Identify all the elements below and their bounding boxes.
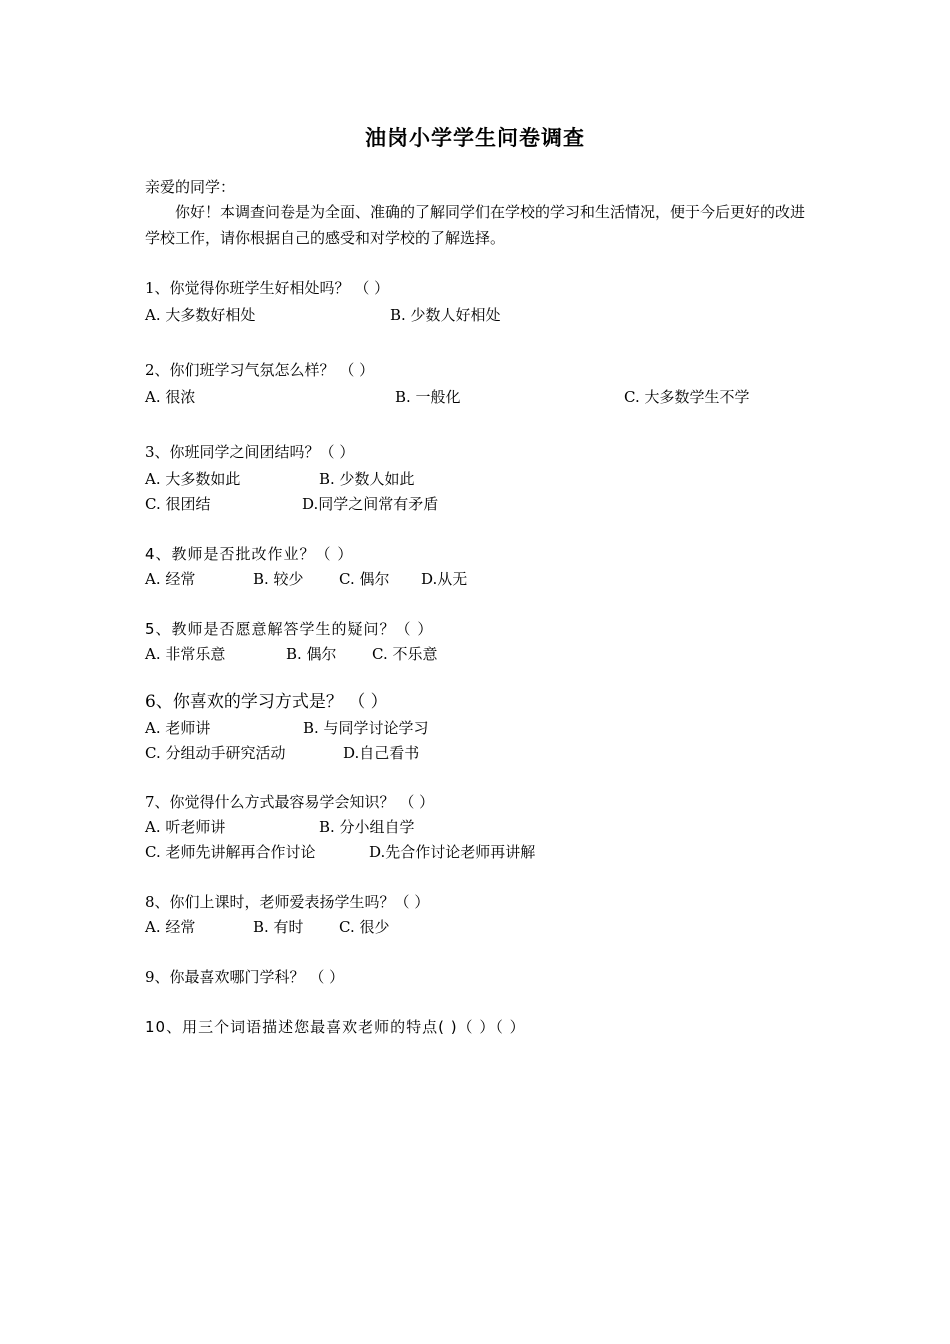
q2-option-b: B. 一般化 bbox=[395, 388, 461, 406]
q3-option-c: C. 很团结 bbox=[145, 495, 211, 513]
q5-option-b: B. 偶尔 bbox=[286, 645, 337, 663]
question-9: 9、你最喜欢哪门学科？ （ ） bbox=[145, 968, 345, 986]
q1-option-a: A. 大多数好相处 bbox=[145, 306, 256, 324]
q6-option-c: C. 分组动手研究活动 bbox=[145, 744, 286, 762]
q6-option-a: A. 老师讲 bbox=[145, 719, 211, 737]
q8-option-c: C. 很少 bbox=[339, 918, 390, 936]
page-title: 油岗小学学生问卷调查 bbox=[365, 125, 585, 150]
question-7: 7、你觉得什么方式最容易学会知识？ （ ） bbox=[145, 793, 435, 811]
q8-option-b: B. 有时 bbox=[253, 918, 304, 936]
q3-option-d: D.同学之间常有矛盾 bbox=[302, 495, 439, 513]
question-1: 1、你觉得你班学生好相处吗？ （ ） bbox=[145, 279, 390, 297]
q3-option-a: A. 大多数如此 bbox=[145, 470, 241, 488]
q3-option-b: B. 少数人如此 bbox=[319, 470, 415, 488]
q7-option-c: C. 老师先讲解再合作讨论 bbox=[145, 843, 316, 861]
q4-option-b: B. 较少 bbox=[253, 570, 304, 588]
q5-option-c: C. 不乐意 bbox=[372, 645, 438, 663]
question-10: 10、用三个词语描述您最喜欢老师的特点( )（ ）（ ） bbox=[145, 1018, 526, 1036]
question-6: 6、你喜欢的学习方式是？ （ ） bbox=[145, 692, 388, 712]
intro-paragraph: 你好！本调查问卷是为全面、准确的了解同学们在学校的学习和生活情况，便于今后更好的改进学校工作，请你根据自己的感受和对学校的了解选择。 bbox=[145, 203, 806, 247]
q4-option-d: D.从无 bbox=[421, 570, 468, 588]
question-5: 5、教师是否愿意解答学生的疑问？（ ） bbox=[145, 620, 434, 638]
q6-option-b: B. 与同学讨论学习 bbox=[303, 719, 429, 737]
greeting: 亲爱的同学： bbox=[145, 178, 236, 196]
q7-option-d: D.先合作讨论老师再讲解 bbox=[369, 843, 536, 861]
q5-option-a: A. 非常乐意 bbox=[145, 645, 226, 663]
q7-option-a: A. 听老师讲 bbox=[145, 818, 226, 836]
q2-option-c: C. 大多数学生不学 bbox=[624, 388, 750, 406]
q4-option-a: A. 经常 bbox=[145, 570, 196, 588]
question-2: 2、你们班学习气氛怎么样？ （ ） bbox=[145, 361, 375, 379]
question-4: 4、教师是否批改作业？（ ） bbox=[145, 545, 354, 563]
q2-option-a: A. 很浓 bbox=[145, 388, 196, 406]
q4-option-c: C. 偶尔 bbox=[339, 570, 390, 588]
question-3: 3、你班同学之间团结吗？（ ） bbox=[145, 443, 355, 461]
q7-option-b: B. 分小组自学 bbox=[319, 818, 415, 836]
q1-option-b: B. 少数人好相处 bbox=[390, 306, 501, 324]
q6-option-d: D.自己看书 bbox=[343, 744, 420, 762]
q8-option-a: A. 经常 bbox=[145, 918, 196, 936]
question-8: 8、你们上课时，老师爱表扬学生吗？（ ） bbox=[145, 893, 430, 911]
